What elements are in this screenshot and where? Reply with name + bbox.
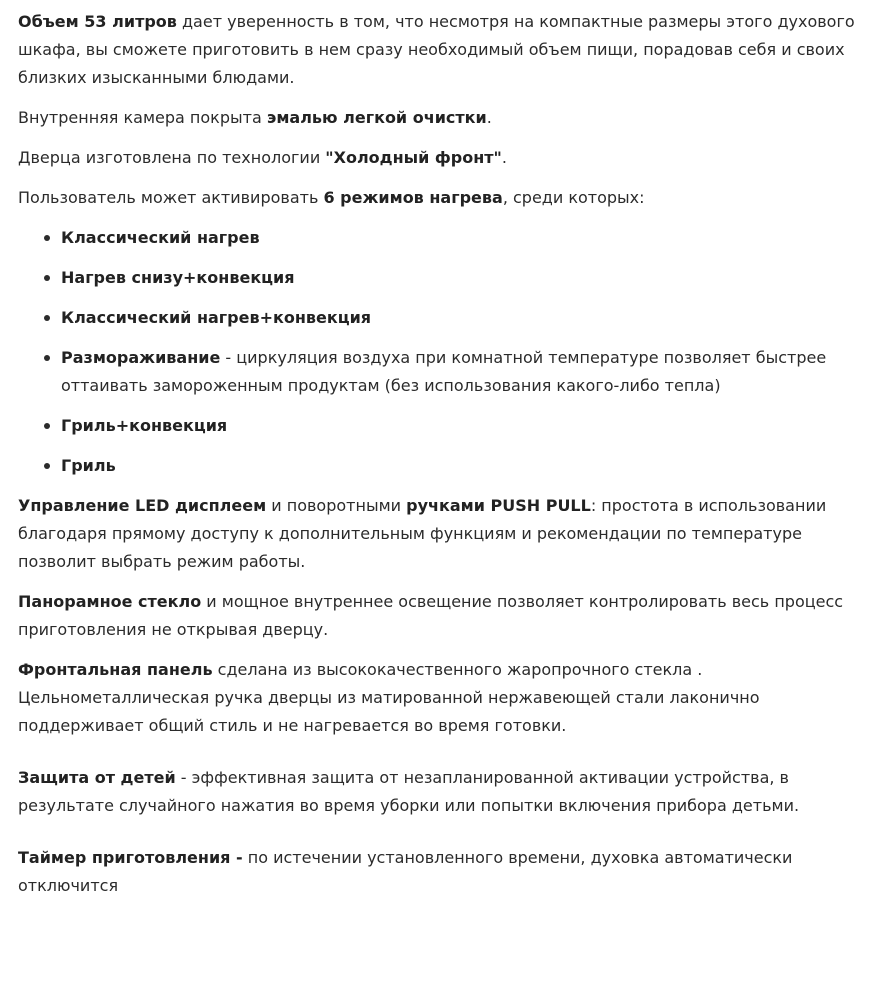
heating-modes-list xyxy=(18,224,872,480)
list-item xyxy=(44,264,872,292)
door-highlight: "Холодный фронт" xyxy=(325,148,502,167)
child-lock-text: - эффективная защита от незапланированной активации устройства, в результате случайного нажатия во время уборки или попытки включения прибора детьми. xyxy=(18,768,800,815)
list-item xyxy=(44,412,872,440)
glass-paragraph xyxy=(18,588,872,644)
mode-name: Гриль+конвекция xyxy=(61,416,228,435)
list-item xyxy=(44,304,872,332)
list-item xyxy=(44,452,872,480)
volume-paragraph xyxy=(18,8,872,92)
mode-description: - циркуляция воздуха при комнатной температуре позволяет быстрее оттаивать замороженным продуктам (без использования какого-либо тепла) xyxy=(61,348,827,395)
child-lock-highlight: Защита от детей xyxy=(18,768,176,787)
timer-text: по истечении установленного времени, духовка автоматически отключится xyxy=(18,848,793,895)
mode-name: Размораживание xyxy=(61,348,221,367)
mode-name: Классический нагрев+конвекция xyxy=(61,308,372,327)
modes-intro-post: , среди которых: xyxy=(502,188,645,207)
door-paragraph xyxy=(18,144,872,172)
enamel-post: . xyxy=(486,108,492,127)
enamel-paragraph xyxy=(18,104,872,132)
control-highlight-knobs: ручками PUSH PULL xyxy=(406,496,591,515)
door-pre: Дверца изготовлена по технологии xyxy=(18,148,326,167)
control-highlight-led: Управление LED дисплеем xyxy=(18,496,267,515)
door-post: . xyxy=(501,148,507,167)
panel-text: сделана из высококачественного жаропрочного стекла . Цельнометаллическая ручка дверцы из матированной нержавеющей стали лаконично поддерживает общий стиль и не нагревается во время готовки. xyxy=(18,660,760,735)
volume-text: дает уверенность в том, что несмотря на компактные размеры этого духового шкафа, вы сможете приготовить в нем сразу необходимый объем пищи, порадовав себя и своих близких изысканными блюдами. xyxy=(18,12,855,87)
control-text: : простота в использовании благодаря прямому доступу к дополнительным функциям и рекомендации по температуре позволит выбрать режим работы. xyxy=(18,496,827,571)
control-mid: и поворотными xyxy=(266,496,407,515)
timer-highlight: Таймер приготовления - xyxy=(18,848,243,867)
modes-intro-pre: Пользователь может активировать xyxy=(18,188,324,207)
enamel-pre: Внутренняя камера покрыта xyxy=(18,108,267,127)
modes-intro-highlight: 6 режимов нагрева xyxy=(323,188,503,207)
enamel-highlight: эмалью легкой очистки xyxy=(266,108,487,127)
panel-paragraph xyxy=(18,656,872,740)
volume-highlight: Объем 53 литров xyxy=(18,12,177,31)
control-paragraph xyxy=(18,492,872,576)
list-item xyxy=(44,224,872,252)
mode-name: Классический нагрев xyxy=(61,228,260,247)
timer-paragraph xyxy=(18,844,872,900)
panel-highlight: Фронтальная панель xyxy=(18,660,213,679)
child-lock-paragraph xyxy=(18,764,872,820)
list-item xyxy=(44,344,872,400)
glass-text: и мощное внутреннее освещение позволяет контролировать весь процесс приготовления не открывая дверцу. xyxy=(18,592,844,639)
mode-name: Гриль xyxy=(61,456,116,475)
modes-intro-paragraph xyxy=(18,184,872,212)
mode-name: Нагрев снизу+конвекция xyxy=(61,268,295,287)
glass-highlight: Панорамное стекло xyxy=(18,592,202,611)
